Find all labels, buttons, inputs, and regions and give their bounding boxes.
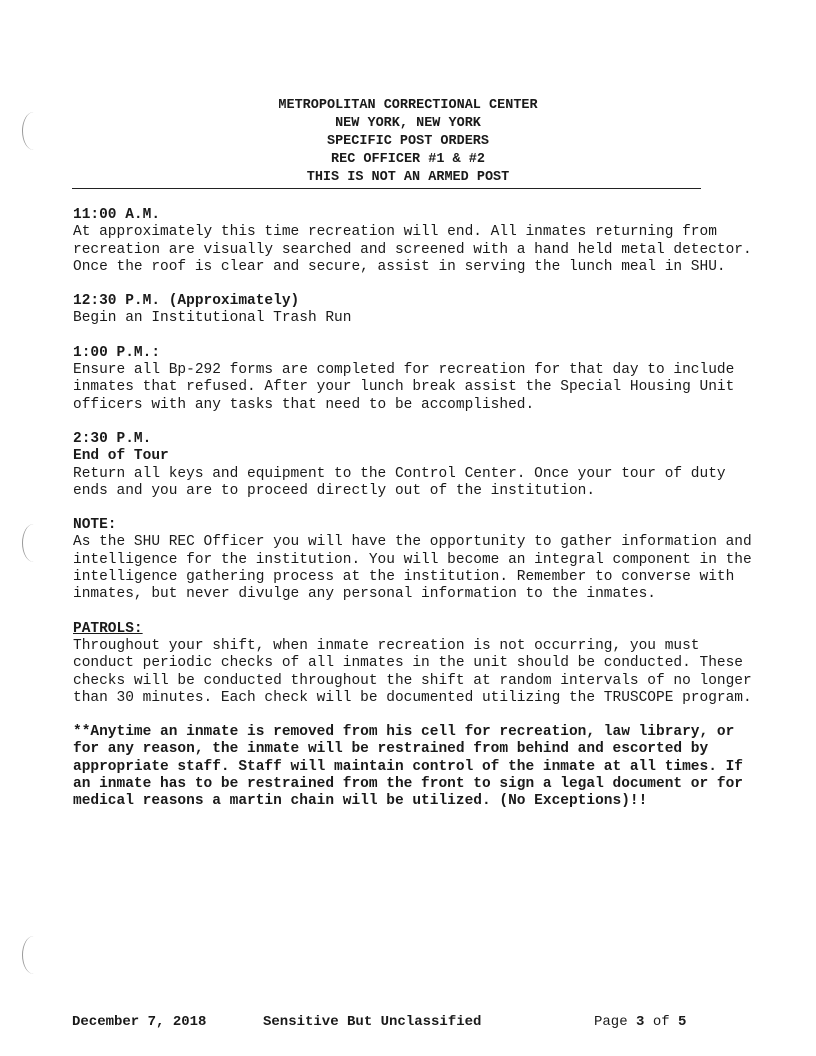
footer-date: December 7, 2018 xyxy=(72,1014,207,1030)
punch-hole-mark xyxy=(22,936,45,974)
section-heading: 12:30 P.M. (Approximately) xyxy=(73,293,300,310)
section-text: Throughout your shift, when inmate recreation is not occurring, you must conduct periodic checks of all inmates in the unit should be conducted. These checks will be conducted throughout the shift at random intervals of no longer than 30 minutes. Each check will be documented utilizing the TRUSCOPE program. xyxy=(73,637,752,706)
section-text: At approximately this time recreation will end. All inmates returning from recreation are visually searched and screened with a hand held metal detector. Once the roof is clear and secure, assist in serving the lunch meal in SHU. xyxy=(73,224,752,275)
section-1100am xyxy=(73,207,763,276)
section-text: Begin an Institutional Trash Run xyxy=(73,310,352,327)
footer-page-number: Page 3 of 5 xyxy=(594,1014,687,1030)
section-heading: 2:30 P.M. xyxy=(73,430,152,447)
header-institution: METROPOLITAN CORRECTIONAL CENTER xyxy=(278,98,538,113)
section-note xyxy=(73,517,763,603)
header-divider xyxy=(72,188,701,189)
section-heading: PATROLS: xyxy=(73,620,143,637)
restraint-warning: **Anytime an inmate is removed from his cell for recreation, law library, or for any reason, the inmate will be restrained from behind and escorted by appropriate staff. Staff will maintain control of the inmate at all times. If an inmate has to be restrained from the front to sign a legal document or for medical reasons a martin chain will be utilized. (No Exceptions)!! xyxy=(73,724,744,810)
header-location: NEW YORK, NEW YORK xyxy=(335,116,481,131)
post-orders-body xyxy=(73,207,763,811)
document-header xyxy=(0,97,816,187)
section-heading: 1:00 P.M.: xyxy=(73,344,161,361)
footer-classification: Sensitive But Unclassified xyxy=(263,1014,482,1030)
section-1230pm xyxy=(73,293,763,328)
section-230pm xyxy=(73,431,763,500)
section-text: As the SHU REC Officer you will have the opportunity to gather information and intelligence for the institution. You will become an integral component in the intelligence gathering process at the institution. Remember to converse with inmates, but never divulge any personal information to the inmates. xyxy=(73,534,752,603)
section-text: Ensure all Bp-292 forms are completed for recreation for that day to include inmates that refused. After your lunch break assist the Special Housing Unit officers with any tasks that need to be accomplished. xyxy=(73,362,735,413)
section-patrols xyxy=(73,621,763,707)
punch-hole-mark xyxy=(22,524,45,562)
section-100pm xyxy=(73,345,763,414)
header-document-type: SPECIFIC POST ORDERS xyxy=(326,134,490,149)
section-text: Return all keys and equipment to the Control Center. Once your tour of duty ends and you are to proceed directly out of the institution. xyxy=(73,465,726,499)
section-heading: NOTE: xyxy=(73,517,117,534)
header-post-title: REC OFFICER #1 & #2 xyxy=(331,152,485,167)
section-subheading: End of Tour xyxy=(73,448,169,465)
section-heading: 11:00 A.M. xyxy=(73,207,161,223)
header-armed-status: THIS IS NOT AN ARMED POST xyxy=(306,170,510,185)
